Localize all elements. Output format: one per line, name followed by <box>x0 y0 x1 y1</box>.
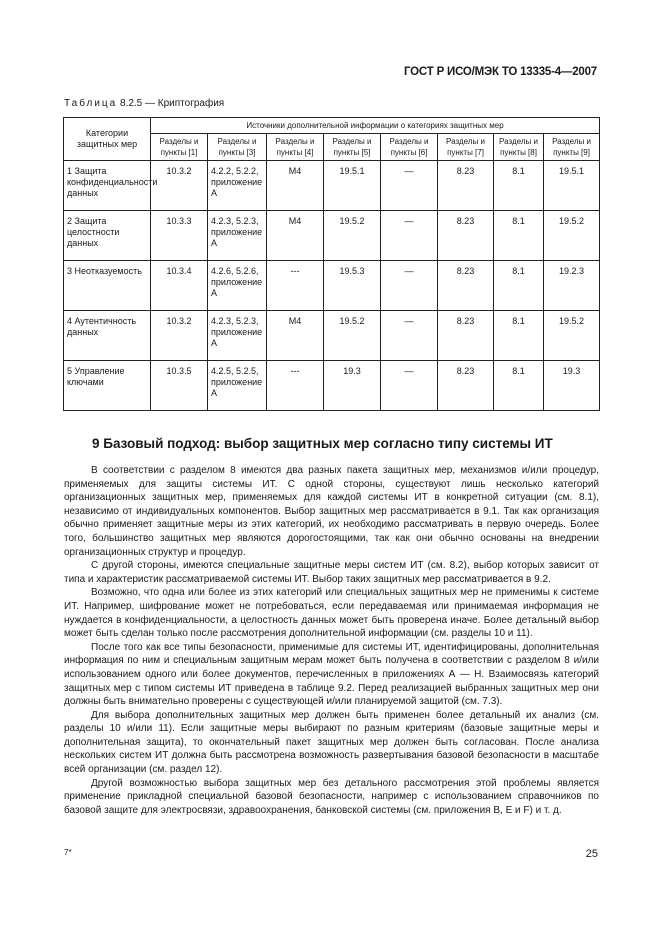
source-column-header: Разделы и пункты [9] <box>544 134 600 161</box>
source-column-header: Разделы и пункты [7] <box>438 134 494 161</box>
table-cell: 10.3.2 <box>151 161 208 211</box>
source-column-header: Разделы и пункты [4] <box>267 134 324 161</box>
table-cell: М4 <box>267 211 324 261</box>
table-cell: 4.2.6, 5.2.6, приложение А <box>208 261 267 311</box>
paragraph: Для выбора дополнительных защитных мер должен быть применен более детальный их анализ (см. разделы 10 и/или 11). Если защитные меры выбирают по разным критериям (базовые защитные меры и дополнительная защита), то окончательный пакет защитных мер должен быть согласован. После анализа нескольких систем ИТ должна быть рассмотрена возможность развертывания базовой безопасности в масштабе всей организации (см. раздел 12). <box>64 709 599 776</box>
table-cell: 19.5.2 <box>324 311 381 361</box>
row-category: 2 Защита целостности данных <box>64 211 151 261</box>
table-row <box>64 161 600 211</box>
table-caption-text: 8.2.5 — Криптография <box>120 98 225 109</box>
table-cell: 8.23 <box>438 361 494 411</box>
table-cell: 8.23 <box>438 161 494 211</box>
source-column-header: Разделы и пункты [5] <box>324 134 381 161</box>
table-cell: 19.5.2 <box>324 211 381 261</box>
table-row <box>64 361 600 411</box>
table-cell: 19.2.3 <box>544 261 600 311</box>
table-cell: 8.23 <box>438 211 494 261</box>
table-cell: — <box>381 261 438 311</box>
table-cell: 4.2.5, 5.2.5, приложение А <box>208 361 267 411</box>
row-category: 5 Управление ключами <box>64 361 151 411</box>
table-cell: 8.1 <box>494 311 544 361</box>
row-category: 4 Аутентичность данных <box>64 311 151 361</box>
table-cell: 8.1 <box>494 361 544 411</box>
source-column-header: Разделы и пункты [3] <box>208 134 267 161</box>
table-cell: --- <box>267 361 324 411</box>
table-cell: 8.23 <box>438 311 494 361</box>
table-cell: 19.5.1 <box>324 161 381 211</box>
table-cell: М4 <box>267 311 324 361</box>
source-column-header: Разделы и пункты [6] <box>381 134 438 161</box>
table-cell: 8.23 <box>438 261 494 311</box>
table-row <box>64 311 600 361</box>
table-cell: 19.5.2 <box>544 211 600 261</box>
table-cell: 10.3.2 <box>151 311 208 361</box>
table-cell: — <box>381 361 438 411</box>
paragraph: В соответствии с разделом 8 имеются два разных пакета защитных мер, механизмов и/или процедур, применяемых для защиты системы ИТ. С одной стороны, существуют лишь несколько категорий организационных защитных мер, применяемых для каждой системы ИТ в конкретной ситуации (см. 8.1), независимо от индивидуальных компонентов. Выбор защитных мер рассматривается в 9.1. Так как организация обычно применяет защитные меры из этих категорий, их необходимо рассматривать в первую очередь. Более того, большинство защитных мер являются дорогостоящими, так как они обычно основаны на внедрении организационных структур и процедур. <box>64 465 599 558</box>
table-cell: М4 <box>267 161 324 211</box>
table-cell: — <box>381 161 438 211</box>
table-cell: --- <box>267 261 324 311</box>
source-column-header: Разделы и пункты [8] <box>494 134 544 161</box>
paragraph: С другой стороны, имеются специальные защитные меры систем ИТ (см. 8.2), выбор которых зависит от типа и характеристик рассматриваемой системы ИТ. Выбор таких защитных мер рассматривается в 9.2. <box>64 560 599 585</box>
paragraph: После того как все типы безопасности, применимые для системы ИТ, идентифицированы, дополнительная информация по ним и специальным защитным мерам может быть получена в соответствии с разделом 8 и/или использованием одного или более документов, перечисленных в приложениях А — Н. Взаимосвязь категорий защитных мер с типом системы ИТ приведена в таблице 9.2. Перед реализацией выбранных защитных мер они должны быть внимательно проверены с существующей и/или планируемой защитой (см. 7.3). <box>64 641 599 708</box>
table-cell: 4.2.3, 5.2.3, приложение А <box>208 311 267 361</box>
footer-signature: 7* <box>64 848 72 857</box>
table-row <box>64 211 600 261</box>
table-caption <box>64 98 224 109</box>
paragraph: Возможно, что одна или более из этих категорий или специальных защитных мер не применимы к системе ИТ. Например, шифрование может не потребоваться, если передаваемая или принимаемая информация не нуждается в конфиденциальности, а целостность данных может быть проверена иначе. Более детальный выбор может быть сделан только после рассмотрения дополнительной информации (см. разделы 10 и 11). <box>64 587 599 640</box>
row-category: 1 Защита конфиденциальности данных <box>64 161 151 211</box>
table-cell: 19.5.3 <box>324 261 381 311</box>
table-cell: 8.1 <box>494 211 544 261</box>
section-title: 9 Базовый подход: выбор защитных мер согласно типу системы ИТ <box>92 436 553 451</box>
table-cell: 8.1 <box>494 261 544 311</box>
table-cell: — <box>381 211 438 261</box>
table-cell: 8.1 <box>494 161 544 211</box>
row-category: 3 Неотказуемость <box>64 261 151 311</box>
table-cell: 10.3.3 <box>151 211 208 261</box>
body-text <box>64 464 599 817</box>
table-cell: 4.2.3, 5.2.3, приложение А <box>208 211 267 261</box>
table-cell: 4.2.2, 5.2.2, приложение А <box>208 161 267 211</box>
table-cell: 19.5.2 <box>544 311 600 361</box>
table-row <box>64 261 600 311</box>
document-header: ГОСТ Р ИСО/МЭК ТО 13335-4—2007 <box>404 66 597 78</box>
category-column-header: Категории защитных мер <box>64 118 151 161</box>
table-cell: — <box>381 311 438 361</box>
table-cell: 10.3.5 <box>151 361 208 411</box>
table-cell: 19.3 <box>544 361 600 411</box>
table-cell: 10.3.4 <box>151 261 208 311</box>
cryptography-table <box>63 117 600 411</box>
table-caption-label: Таблица <box>64 98 118 109</box>
table-cell: 19.5.1 <box>544 161 600 211</box>
page-number: 25 <box>585 848 598 860</box>
paragraph: Другой возможностью выбора защитных мер без детального рассмотрения этой проблемы является применение прикладной специальной базовой безопасности, например с использованием справочников по базовой защите для электросвязи, здравоохранения, банковской системы (см. приложения В, Е и F) и т. д. <box>64 777 599 816</box>
table-cell: 19.3 <box>324 361 381 411</box>
source-column-header: Разделы и пункты [1] <box>151 134 208 161</box>
sources-header: Источники дополнительной информации о категориях защитных мер <box>151 118 600 134</box>
